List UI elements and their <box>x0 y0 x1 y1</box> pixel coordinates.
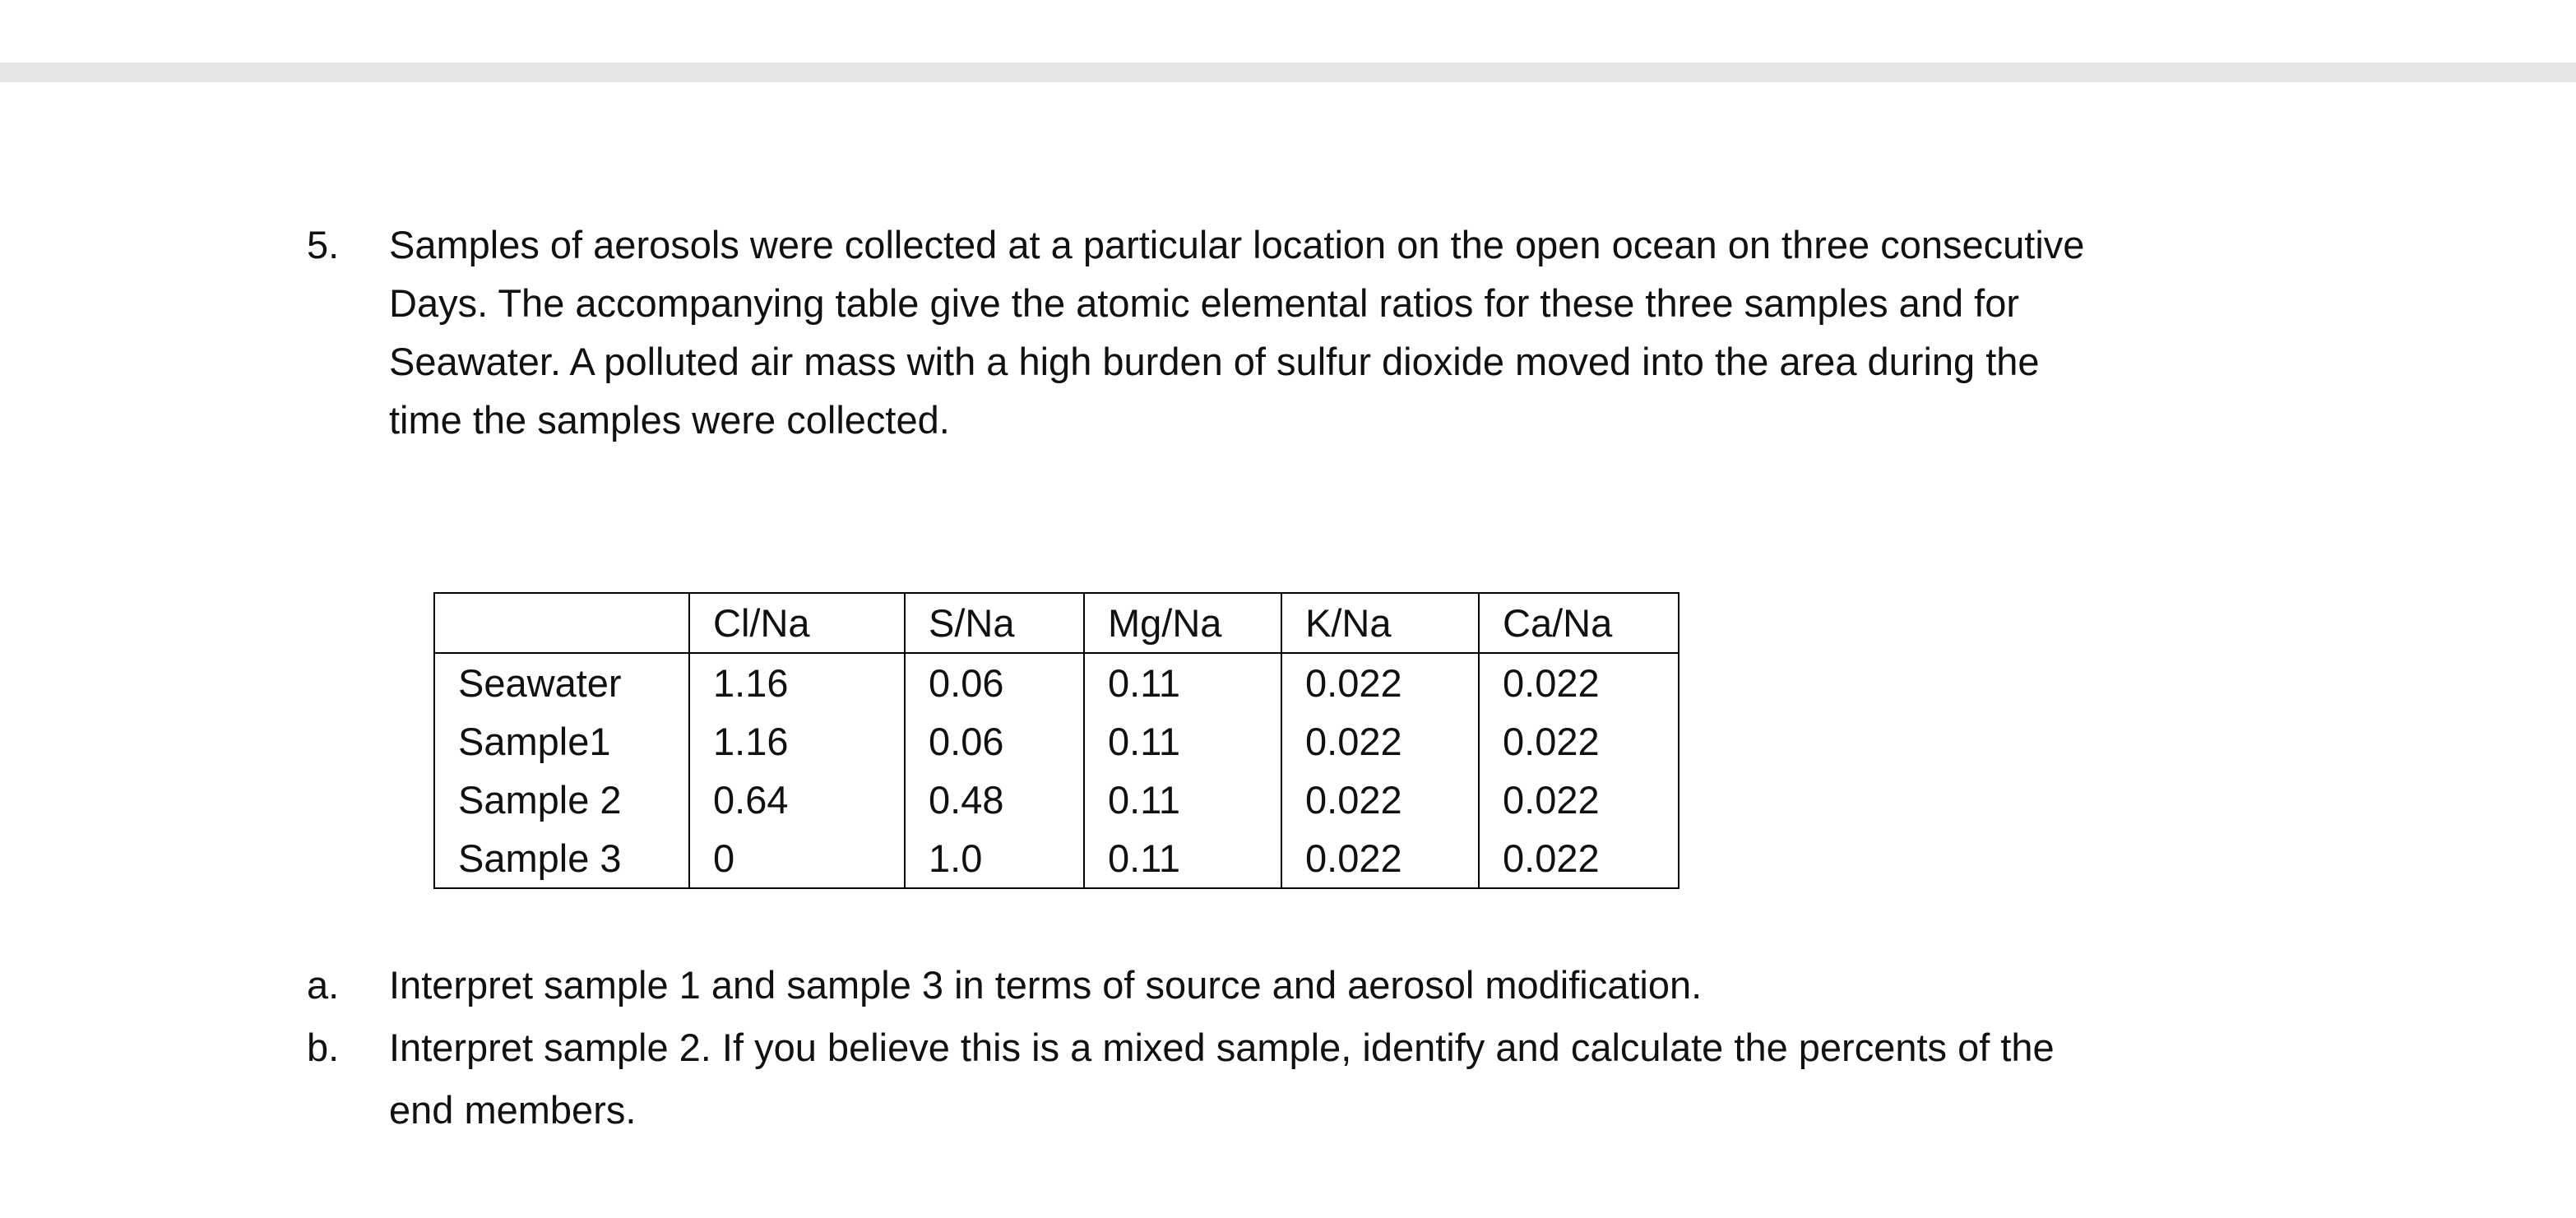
subquestion-label: b. <box>307 1026 340 1069</box>
table-header-row <box>434 593 1679 653</box>
question-line: Days. The accompanying table give the atomic elemental ratios for these three samples and for <box>389 281 2020 325</box>
subquestion-text <box>389 1017 2330 1142</box>
table-cell: 0.06 <box>905 653 1084 712</box>
elemental-ratio-table <box>433 592 1679 889</box>
subquestion-line: end members. <box>389 1088 637 1132</box>
table-cell: 0.022 <box>1281 771 1479 829</box>
viewer-top-bar <box>0 63 2576 82</box>
table-cell: 0.11 <box>1084 653 1281 712</box>
table-cell: 1.16 <box>689 653 905 712</box>
table-row <box>434 653 1679 712</box>
table-header-cell <box>434 593 689 653</box>
row-label: Seawater <box>434 653 689 712</box>
table-cell: 0.022 <box>1281 712 1479 771</box>
table-cell: 0.022 <box>1479 653 1679 712</box>
table-header-cell: K/Na <box>1281 593 1479 653</box>
table-header-cell: Ca/Na <box>1479 593 1679 653</box>
table-cell: 1.16 <box>689 712 905 771</box>
table-header-cell: Cl/Na <box>689 593 905 653</box>
table-row <box>434 771 1679 829</box>
table-header-cell: Mg/Na <box>1084 593 1281 653</box>
table-header-cell: S/Na <box>905 593 1084 653</box>
subquestion-line: Interpret sample 1 and sample 3 in terms of source and aerosol modification. <box>389 963 1703 1007</box>
row-label: Sample1 <box>434 712 689 771</box>
table-cell: 0.022 <box>1281 829 1479 888</box>
table-cell: 0.022 <box>1281 653 1479 712</box>
row-label: Sample 2 <box>434 771 689 829</box>
row-label: Sample 3 <box>434 829 689 888</box>
table-row <box>434 712 1679 771</box>
table-cell: 0.11 <box>1084 712 1281 771</box>
table-cell: 0.64 <box>689 771 905 829</box>
table-cell: 0 <box>689 829 905 888</box>
table-cell: 0.11 <box>1084 771 1281 829</box>
table-cell: 0.022 <box>1479 771 1679 829</box>
subquestion-line: Interpret sample 2. If you believe this is a mixed sample, identify and calculate the percents of the <box>389 1026 2055 1069</box>
table-cell: 0.11 <box>1084 829 1281 888</box>
table-cell: 0.06 <box>905 712 1084 771</box>
question-line: Seawater. A polluted air mass with a high burden of sulfur dioxide moved into the area during the <box>389 340 2040 383</box>
table-row <box>434 829 1679 888</box>
question-line: time the samples were collected. <box>389 398 950 442</box>
subquestion-label: a. <box>307 963 340 1007</box>
question-line: Samples of aerosols were collected at a particular location on the open ocean on three consecutive <box>389 223 2085 266</box>
table-cell: 1.0 <box>905 829 1084 888</box>
table-cell: 0.48 <box>905 771 1084 829</box>
question-text <box>389 215 2330 449</box>
table-cell: 0.022 <box>1479 712 1679 771</box>
question-number: 5. <box>307 223 340 266</box>
table-cell: 0.022 <box>1479 829 1679 888</box>
subquestion-text <box>389 954 2330 1017</box>
